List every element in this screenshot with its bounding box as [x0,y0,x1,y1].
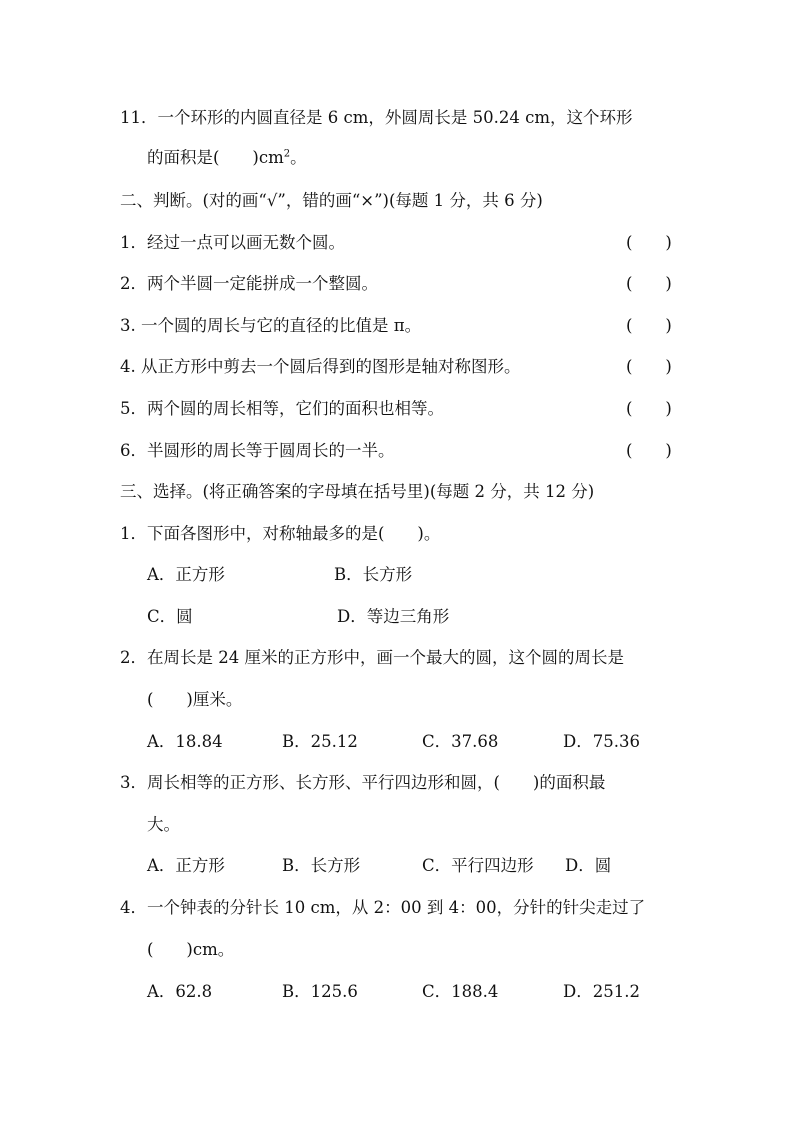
choice-q3-line1: 3．周长相等的正方形、长方形、平行四边形和圆，( )的面积最 [120,773,606,792]
judge-answer-6[interactable]: ( ) [626,441,672,460]
choice-q4-option-b[interactable]: B．125.6 [282,982,358,1001]
judge-item-5: 5．两个圆的周长相等，它们的面积也相等。 [120,399,444,418]
q11-line2-text: 的面积是( )cm [147,148,284,167]
judge-item-1: 1．经过一点可以画无数个圆。 [120,233,345,252]
judge-answer-3[interactable]: ( ) [626,316,672,335]
choice-q4-option-d[interactable]: D．251.2 [563,982,640,1001]
choice-q1-option-a[interactable]: A．正方形 [147,565,225,584]
choice-q4-option-a[interactable]: A．62.8 [147,982,213,1001]
judge-answer-4[interactable]: ( ) [626,357,672,376]
q11-line2 [147,147,307,169]
q11-line1: 11．一个环形的内圆直径是 6 cm，外圆周长是 50.24 cm，这个环形 [120,108,633,127]
choice-q3-option-c[interactable]: C．平行四边形 [422,856,534,875]
choice-q3-option-d[interactable]: D．圆 [565,856,612,875]
choice-q4-option-c[interactable]: C．188.4 [422,982,499,1001]
choice-q3-line2: 大。 [147,815,180,834]
judge-answer-1[interactable]: ( ) [626,233,672,252]
choice-q2-option-b[interactable]: B．25.12 [282,732,358,751]
q11-superscript: 2 [283,148,291,160]
choice-q2-line1: 2．在周长是 24 厘米的正方形中，画一个最大的圆，这个圆的周长是 [120,648,624,667]
choice-q2-line2: ( )厘米。 [147,690,243,709]
choice-q1-option-b[interactable]: B．长方形 [334,565,413,584]
q11-line2-end: 。 [290,148,307,167]
choice-q2-option-d[interactable]: D．75.36 [563,732,640,751]
section2-title: 二、判断。(对的画“√”，错的画“×”)(每题 1 分，共 6 分) [120,191,543,210]
section3-title: 三、选择。(将正确答案的字母填在括号里)(每题 2 分，共 12 分) [120,482,595,501]
choice-q4-line2: ( )cm。 [147,940,235,959]
choice-q1-option-c[interactable]: C．圆 [147,607,193,626]
judge-item-6: 6．半圆形的周长等于圆周长的一半。 [120,441,395,460]
judge-item-4: 4. 从正方形中剪去一个圆后得到的图形是轴对称图形。 [120,357,521,376]
choice-q3-option-b[interactable]: B．长方形 [282,856,361,875]
choice-q2-option-a[interactable]: A．18.84 [147,732,223,751]
choice-q2-option-c[interactable]: C．37.68 [422,732,499,751]
choice-q4-line1: 4．一个钟表的分针长 10 cm，从 2：00 到 4：00，分针的针尖走过了 [120,898,646,917]
judge-item-3: 3. 一个圆的周长与它的直径的比值是 π。 [120,316,422,335]
judge-answer-2[interactable]: ( ) [626,274,672,293]
choice-q1-option-d[interactable]: D．等边三角形 [337,607,450,626]
choice-q1-stem: 1．下面各图形中，对称轴最多的是( )。 [120,524,441,543]
judge-item-2: 2．两个半圆一定能拼成一个整圆。 [120,274,378,293]
choice-q3-option-a[interactable]: A．正方形 [147,856,225,875]
judge-answer-5[interactable]: ( ) [626,399,672,418]
